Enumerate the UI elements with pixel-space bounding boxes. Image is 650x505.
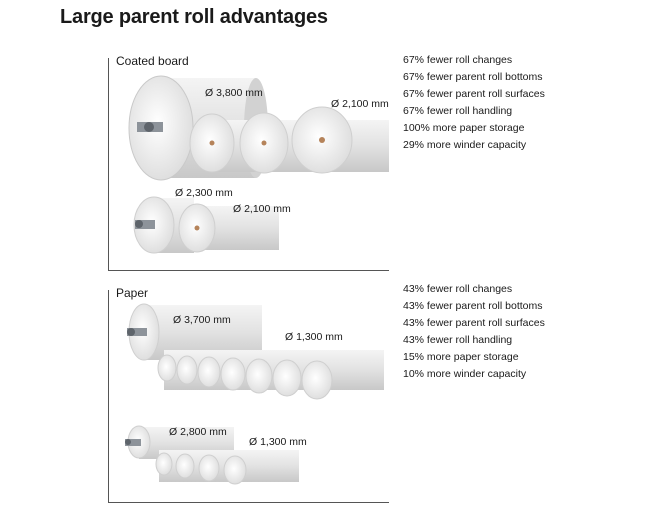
advantage-item: 67% fewer parent roll bottoms [403,71,543,83]
advantage-item: 43% fewer roll changes [403,283,513,295]
advantage-item: 100% more paper storage [403,122,525,134]
advantage-item: 67% fewer roll changes [403,54,513,66]
coated-board-advantages [403,52,545,154]
paper-advantages [403,281,545,383]
dimension-label: Ø 3,700 mm [173,314,231,326]
advantage-item: 29% more winder capacity [403,139,527,151]
advantage-item: 15% more paper storage [403,351,519,363]
advantage-item: 67% fewer parent roll surfaces [403,88,545,100]
advantage-item: 43% fewer parent roll surfaces [403,317,545,329]
page-title: Large parent roll advantages [60,6,328,28]
dimension-label: Ø 2,100 mm [331,98,389,110]
advantage-item: 43% fewer parent roll bottoms [403,300,543,312]
advantage-item: 10% more winder capacity [403,368,527,380]
paper-panel [108,286,389,503]
dimension-label: Ø 1,300 mm [285,331,343,343]
dimension-label: Ø 2,300 mm [175,187,233,199]
dimension-label: Ø 3,800 mm [205,87,263,99]
paper-rolls-illustration [109,290,389,502]
advantage-item: 43% fewer roll handling [403,334,513,346]
dimension-label: Ø 2,100 mm [233,203,291,215]
advantage-item: 67% fewer roll handling [403,105,513,117]
coated-board-panel [108,54,389,271]
dimension-label: Ø 2,800 mm [169,426,227,438]
section-label: Coated board [116,54,189,68]
section-label: Paper [116,286,149,300]
dimension-label: Ø 1,300 mm [249,436,307,448]
